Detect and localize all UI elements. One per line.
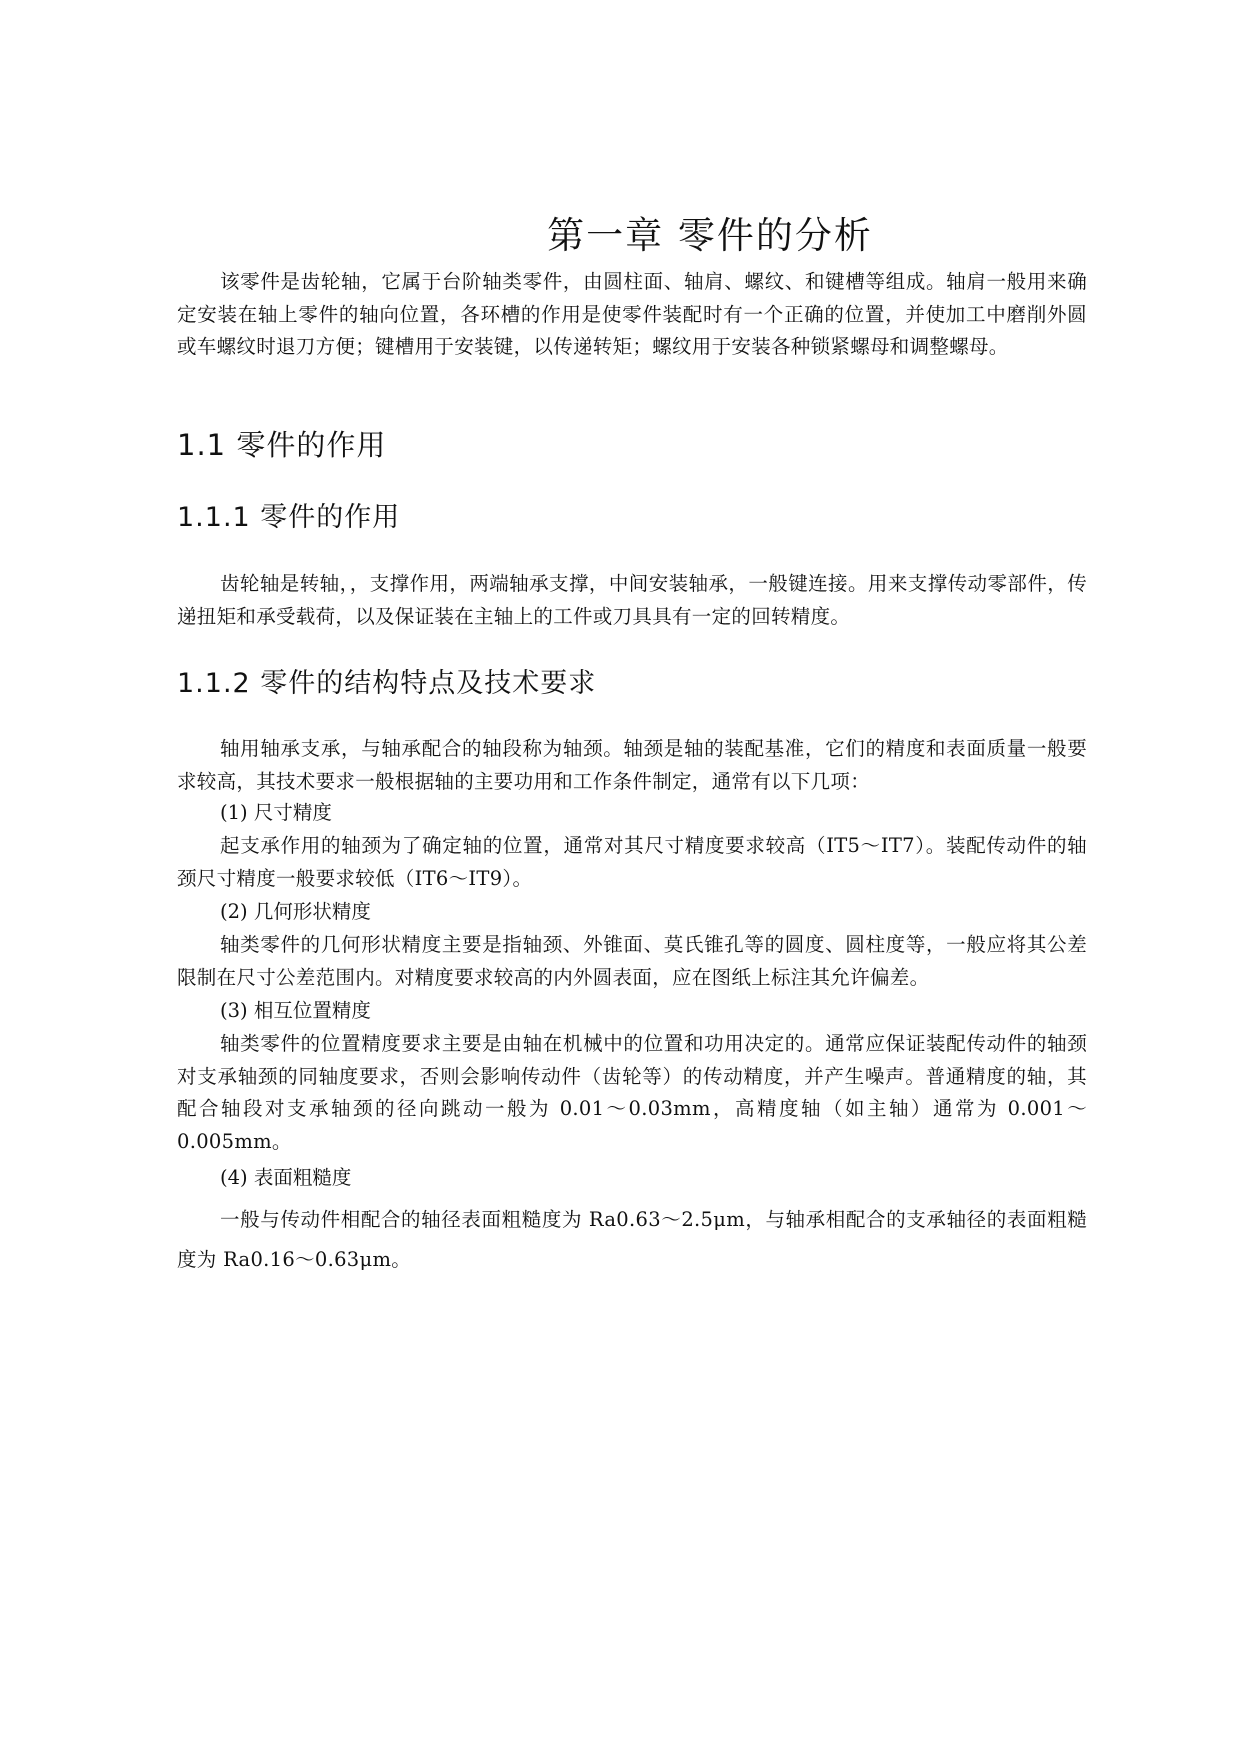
item-3-label: (3) 相互位置精度 [220, 999, 371, 1022]
chapter-title: 第一章 零件的分析 [547, 214, 873, 257]
section-1-1-1-body: 齿轮轴是转轴，，支撑作用，两端轴承支撑，中间安装轴承，一般键连接。用来支撑传动零部件，传递扭矩和承受载荷，以及保证装在主轴上的工件或刀具具有一定的回转精度。 [177, 572, 1087, 628]
item-3-text: 轴类零件的位置精度要求主要是由轴在机械中的位置和功用决定的。通常应保证装配传动件的轴颈对支承轴颈的同轴度要求，否则会影响传动件（齿轮等）的传动精度，并产生噪声。普通精度的轴，其配合轴段对支承轴颈的径向跳动一般为 0.01～0.03mm，高精度轴（如主轴）通常为 0.001～0.005mm。 [177, 1032, 1087, 1153]
item-2-label: (2) 几何形状精度 [220, 900, 371, 923]
intro-paragraph: 该零件是齿轮轴，它属于台阶轴类零件，由圆柱面、轴肩、螺纹、和键槽等组成。轴肩一般用来确定安装在轴上零件的轴向位置，各环槽的作用是使零件装配时有一个正确的位置，并使加工中磨削外圆或车螺纹时退刀方便；键槽用于安装键，以传递转矩；螺纹用于安装各种锁紧螺母和调整螺母。 [177, 270, 1087, 358]
item-1-text: 起支承作用的轴颈为了确定轴的位置，通常对其尺寸精度要求较高（IT5～IT7）。装配传动件的轴颈尺寸精度一般要求较低（IT6～IT9）。 [177, 834, 1087, 890]
section-1-1-heading: 1.1 零件的作用 [177, 428, 387, 462]
item-4-text: 一般与传动件相配合的轴径表面粗糙度为 Ra0.63～2.5μm，与轴承相配合的支承轴径的表面粗糙度为 Ra0.16～0.63μm。 [177, 1208, 1087, 1271]
section-1-1-2-body: 轴用轴承支承，与轴承配合的轴段称为轴颈。轴颈是轴的装配基准，它们的精度和表面质量一般要求较高，其技术要求一般根据轴的主要功用和工作条件制定，通常有以下几项： [177, 737, 1087, 793]
item-4-label: (4) 表面粗糙度 [220, 1166, 352, 1189]
section-1-1-2-heading: 1.1.2 零件的结构特点及技术要求 [177, 668, 597, 699]
section-1-1-1-heading: 1.1.1 零件的作用 [177, 502, 401, 533]
item-1-label: (1) 尺寸精度 [220, 801, 332, 824]
item-2-text: 轴类零件的几何形状精度主要是指轴颈、外锥面、莫氏锥孔等的圆度、圆柱度等，一般应将其公差限制在尺寸公差范围内。对精度要求较高的内外圆表面，应在图纸上标注其允许偏差。 [177, 933, 1087, 989]
